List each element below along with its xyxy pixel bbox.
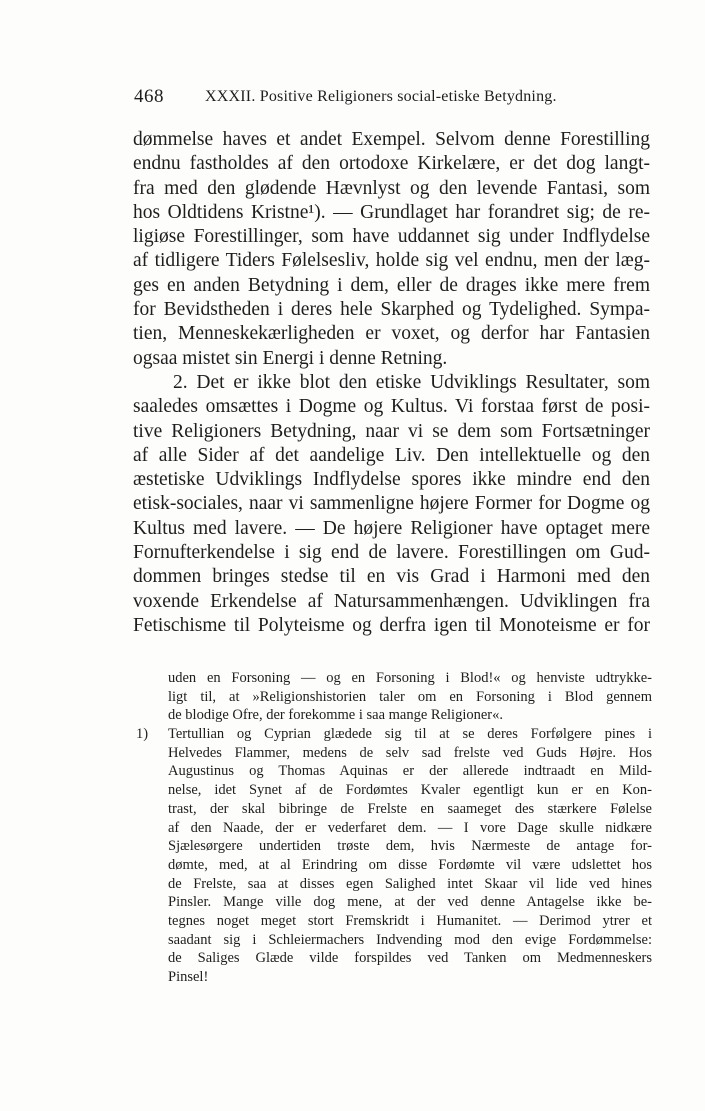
text-line: tien, Menneskekærligheden er voxet, og derfor har Fantasien [133,323,650,345]
footnote-line: de Frelste, saa at disses egen Salighed intet Skaar vil lide ved hines [168,875,652,892]
footnote-line: Helvedes Flammer, medens de selv sad frelste ved Guds Højre. Hos [168,744,652,761]
text-line: tive Religioners Betydning, naar vi se dem som Fortsætninger [133,420,650,442]
text-line: Fornufterkendelse i sig end de lavere. Forestillingen om Gud- [133,542,650,564]
footnote-line: de Saliges Glæde vilde forspildes ved Tanken om Medmenneskers [168,950,652,967]
footnote-line: dømte, med, at al Erindring om disse Fordømte vil være udslettet hos [168,856,652,873]
running-title: XXXII. Positive Religioners social-etiske Betydning. [205,88,557,105]
footnote-line: uden en Forsoning — og en Forsoning i Blod!« og henviste udtrykke- [168,670,652,686]
footnote-line: af den Naade, der er vederfaret dem. — I vore Dage skulle nidkære [168,819,652,836]
footnote-line: de blodige Ofre, der forekomme i saa mange Religioner«. [168,707,503,724]
footnote-line: tegnes noget meget stort Fremskridt i Humanitet. — Derimod ytrer et [168,912,652,929]
page-number: 468 [134,86,164,107]
text-line: af alle Sider af det aandelige Liv. Den intellektuelle og den [133,444,650,466]
page-header [134,86,652,114]
text-line: hos Oldtidens Kristne¹). — Grundlaget har forandret sig; de re- [133,201,650,223]
text-line: Kultus med lavere. — De højere Religioner have optaget mere [133,517,650,539]
text-line: for Bevidstheden i deres hele Skarphed og Tydelighed. Sympa- [133,299,650,321]
text-line: dommen bringes stedse til en vis Grad i Harmoni med den [133,566,650,588]
body-text [133,128,650,638]
text-line: etisk-sociales, naar vi sammenligne højere Former for Dogme og [133,493,650,515]
text-line: saaledes omsættes i Dogme og Kultus. Vi forstaa først de posi- [133,396,650,418]
footnotes [168,669,652,987]
footnote-line: Pinsel! [168,969,209,985]
footnote-line: Pinsler. Mange ville dog mene, at der ved denne Antagelse ikke be- [168,894,652,911]
text-line: endnu fastholdes af den ortodoxe Kirkelære, er det dog langt- [133,153,650,175]
footnote-line: Tertullian og Cyprian glædede sig til at se deres Forfølgere pines i [168,726,652,743]
footnote-line: trast, der skal bibringe de Frelste en saameget des stærkere Følelse [168,800,652,817]
footnote-line: Augustinus og Thomas Aquinas er der allerede indtraadt en Mild- [168,763,652,780]
text-line: af tidligere Tiders Følelsesliv, holde sig vel endnu, men der læg- [133,250,650,272]
footnote-line: nelse, idet Synet af de Fordømtes Kvaler egentligt kun er en Kon- [168,782,652,799]
text-line-paragraph-start: 2. Det er ikke blot den etiske Udviklings Resultater, som [173,371,650,393]
text-line: æstetiske Udviklings Indflydelse spores ikke mindre end den [133,469,650,491]
text-line: dømmelse haves et andet Exempel. Selvom denne Forestilling [133,129,650,150]
footnote-marker: 1) [136,726,149,742]
footnote-line: Sjælesørgere undertiden trøste dem, hvis Nærmeste de antage for- [168,838,652,855]
text-line: ogsaa mistet sin Energi i denne Retning. [133,347,448,369]
footnote-line: saadant sig i Schleiermachers Indvending mod den evige Fordømmelse: [168,931,652,948]
text-line: ges en anden Betydning i dem, eller de drages ikke mere frem [133,274,650,296]
text-line: Fetischisme til Polyteisme og derfra igen til Monoteisme er for [133,614,650,636]
text-line: fra med den glødende Hævnlyst og den levende Fantasi, som [133,177,650,199]
footnote-line: ligt til, at »Religionshistorien taler om en Forsoning i Blod gennem [168,688,652,705]
text-line: voxende Erkendelse af Natursammenhængen. Udviklingen fra [133,590,650,612]
text-line: ligiøse Forestillinger, som have uddannet sig under Indflydelse [133,226,650,248]
